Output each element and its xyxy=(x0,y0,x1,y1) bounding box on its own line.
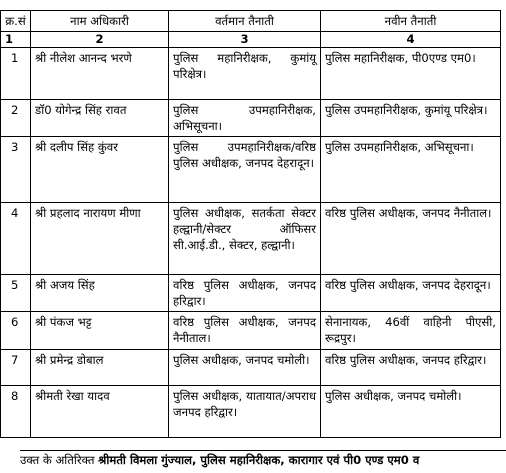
row-serial: 3 xyxy=(1,137,31,203)
table-row xyxy=(1,100,501,137)
row-serial: 6 xyxy=(1,312,31,350)
current-posting: पुलिस महानिरीक्षक, कुमांयू परिक्षेत्र। xyxy=(169,48,321,100)
row-serial: 5 xyxy=(1,275,31,312)
column-number-row xyxy=(1,32,501,48)
officer-name: श्री प्रहलाद नारायण मीणा xyxy=(31,203,169,275)
table-row xyxy=(1,350,501,386)
row-serial: 4 xyxy=(1,203,31,275)
row-serial: 2 xyxy=(1,100,31,137)
officer-name: श्रीमती रेखा यादव xyxy=(31,386,169,438)
officer-name: श्री प्रमेन्द्र डोबाल xyxy=(31,350,169,386)
officer-name: श्री नीलेश आनन्द भरणे xyxy=(31,48,169,100)
new-posting: वरिष्ठ पुलिस अधीक्षक, जनपद हरिद्वार। xyxy=(321,350,501,386)
header-current-posting: वर्तमान तैनाती xyxy=(169,11,321,32)
row-serial: 1 xyxy=(1,48,31,100)
new-posting: सेनानायक, 46वीं वाहिनी पीएसी, रूद्रपुर। xyxy=(321,312,501,350)
officer-name: श्री पंकज भट्ट xyxy=(31,312,169,350)
footer-note xyxy=(20,450,506,469)
table-row xyxy=(1,275,501,312)
new-posting: पुलिस उपमहानिरीक्षक, अभिसूचना। xyxy=(321,137,501,203)
officer-name: डॉ0 योगेन्द्र सिंह रावत xyxy=(31,100,169,137)
table-row xyxy=(1,386,501,438)
current-posting: पुलिस उपमहानिरीक्षक/वरिष्ठ पुलिस अधीक्षक, जनपद देहरादून। xyxy=(169,137,321,203)
officer-name: श्री अजय सिंह xyxy=(31,275,169,312)
current-posting: पुलिस अधीक्षक, सतर्कता सेक्टर हल्द्वानी/सेक्टर ऑफिसर सी.आई.डी., सेक्टर, हल्द्वानी। xyxy=(169,203,321,275)
table-row xyxy=(1,48,501,100)
header-name: नाम अधिकारी xyxy=(31,11,169,32)
column-number: 2 xyxy=(31,32,169,48)
row-serial: 7 xyxy=(1,350,31,386)
new-posting: वरिष्ठ पुलिस अधीक्षक, जनपद देहरादून। xyxy=(321,275,501,312)
column-number: 3 xyxy=(169,32,321,48)
new-posting: पुलिस उपमहानिरीक्षक, कुमांयू परिक्षेत्र। xyxy=(321,100,501,137)
new-posting: पुलिस महानिरीक्षक, पी0एण्ड एम0। xyxy=(321,48,501,100)
table-row xyxy=(1,312,501,350)
current-posting: पुलिस अधीक्षक, यातायात/अपराध जनपद हरिद्वार। xyxy=(169,386,321,438)
column-number: 1 xyxy=(1,32,31,48)
current-posting: पुलिस उपमहानिरीक्षक, अभिसूचना। xyxy=(169,100,321,137)
officer-name: श्री दलीप सिंह कुंवर xyxy=(31,137,169,203)
new-posting: पुलिस अधीक्षक, जनपद चमोली। xyxy=(321,386,501,438)
table-row xyxy=(1,203,501,275)
table-row xyxy=(1,137,501,203)
current-posting: वरिष्ठ पुलिस अधीक्षक, जनपद हरिद्वार। xyxy=(169,275,321,312)
footer-prefix: उक्त के अतिरिक्त xyxy=(20,453,99,467)
footer-bold-text: श्रीमती विमला गुंज्याल, पुलिस महानिरीक्षक, कारागार एवं पी0 एण्ड एम0 व xyxy=(98,453,420,467)
header-sn: क्र.सं xyxy=(1,11,31,32)
new-posting: वरिष्ठ पुलिस अधीक्षक, जनपद नैनीताल। xyxy=(321,203,501,275)
transfer-table xyxy=(0,10,501,438)
current-posting: पुलिस अधीक्षक, जनपद चमोली। xyxy=(169,350,321,386)
current-posting: वरिष्ठ पुलिस अधीक्षक, जनपद नैनीताल। xyxy=(169,312,321,350)
header-new-posting: नवीन तैनाती xyxy=(321,11,501,32)
row-serial: 8 xyxy=(1,386,31,438)
column-number: 4 xyxy=(321,32,501,48)
header-row xyxy=(1,11,501,32)
